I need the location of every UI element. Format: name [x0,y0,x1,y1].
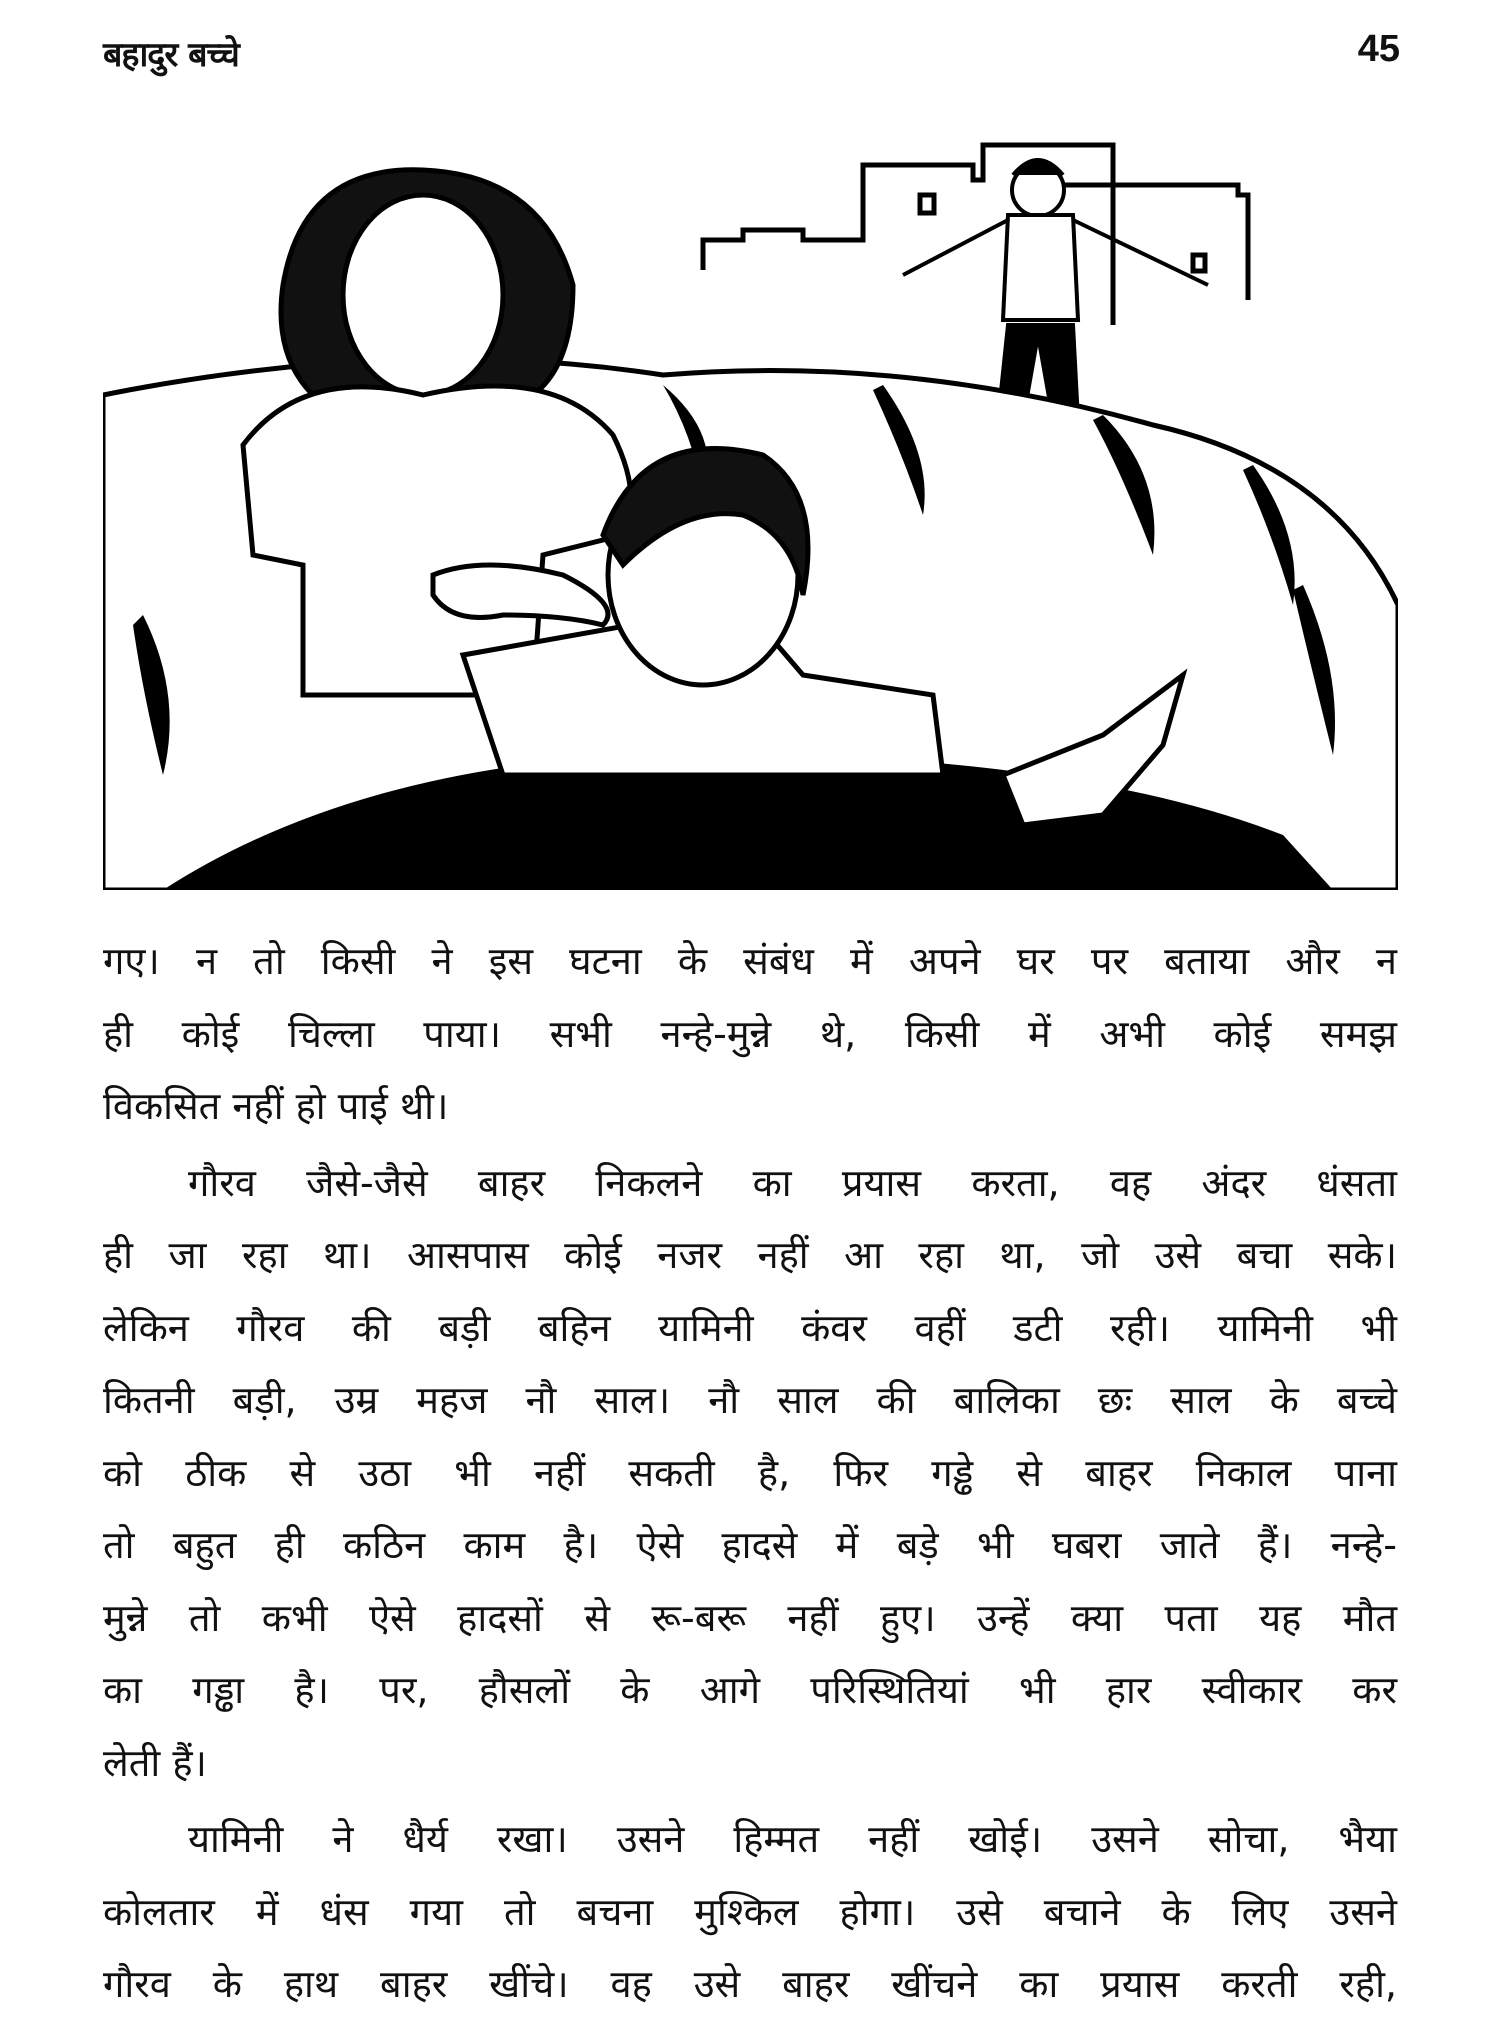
text-line: लेकिन गौरव की बड़ी बहिन यामिनी कंवर वहीं डटी रही। यामिनी भी [103,1305,1397,1350]
text-line: गए। न तो किसी ने इस घटना के संबंध में अपने घर पर बताया और न [103,939,1397,983]
page-number: 45 [1357,28,1400,70]
running-title: बहादुर बच्चे [103,35,239,75]
text-line: को ठीक से उठा भी नहीं सकती है, फिर गड्ढे से बाहर निकाल पाना [103,1450,1397,1495]
text-line: का गड्ढा है। पर, हौसलों के आगे परिस्थितियां भी हार स्वीकार कर [103,1668,1397,1712]
body-text [103,925,1397,2021]
text-line: यामिनी ने धैर्य रखा। उसने हिम्मत नहीं खोई। उसने सोचा, भैया [188,1817,1397,1861]
text-line: गौरव जैसे-जैसे बाहर निकलने का प्रयास करता, वह अंदर धंसता [188,1160,1397,1205]
text-line: विकसित नहीं हो पाई थी। [103,1084,449,1128]
text-line: लेती हैं। [103,1740,207,1785]
text-line: ही जा रहा था। आसपास कोई नजर नहीं आ रहा था, जो उसे बचा सके। [103,1233,1397,1277]
text-line: तो बहुत ही कठिन काम है। ऐसे हादसे में बड़े भी घबरा जाते हैं। नन्हे- [103,1523,1397,1567]
paragraph [103,1147,1397,1800]
text-line: मुन्ने तो कभी ऐसे हादसों से रू-बरू नहीं हुए। उन्हें क्या पता यह मौत [103,1595,1397,1640]
girl-figure [243,170,631,695]
text-line: कितनी बड़ी, उम्र महज नौ साल। नौ साल की बालिका छः साल के बच्चे [103,1378,1397,1422]
paragraph [103,1803,1397,2021]
story-illustration [103,135,1398,890]
paragraph [103,925,1397,1143]
text-line: कोलतार में धंस गया तो बचना मुश्किल होगा। उसे बचाने के लिए उसने [103,1889,1397,1934]
text-line: गौरव के हाथ बाहर खींचे। वह उसे बाहर खींचने का प्रयास करती रही, [103,1962,1397,2006]
text-line: ही कोई चिल्ला पाया। सभी नन्हे-मुन्ने थे, किसी में अभी कोई समझ [103,1011,1397,1056]
